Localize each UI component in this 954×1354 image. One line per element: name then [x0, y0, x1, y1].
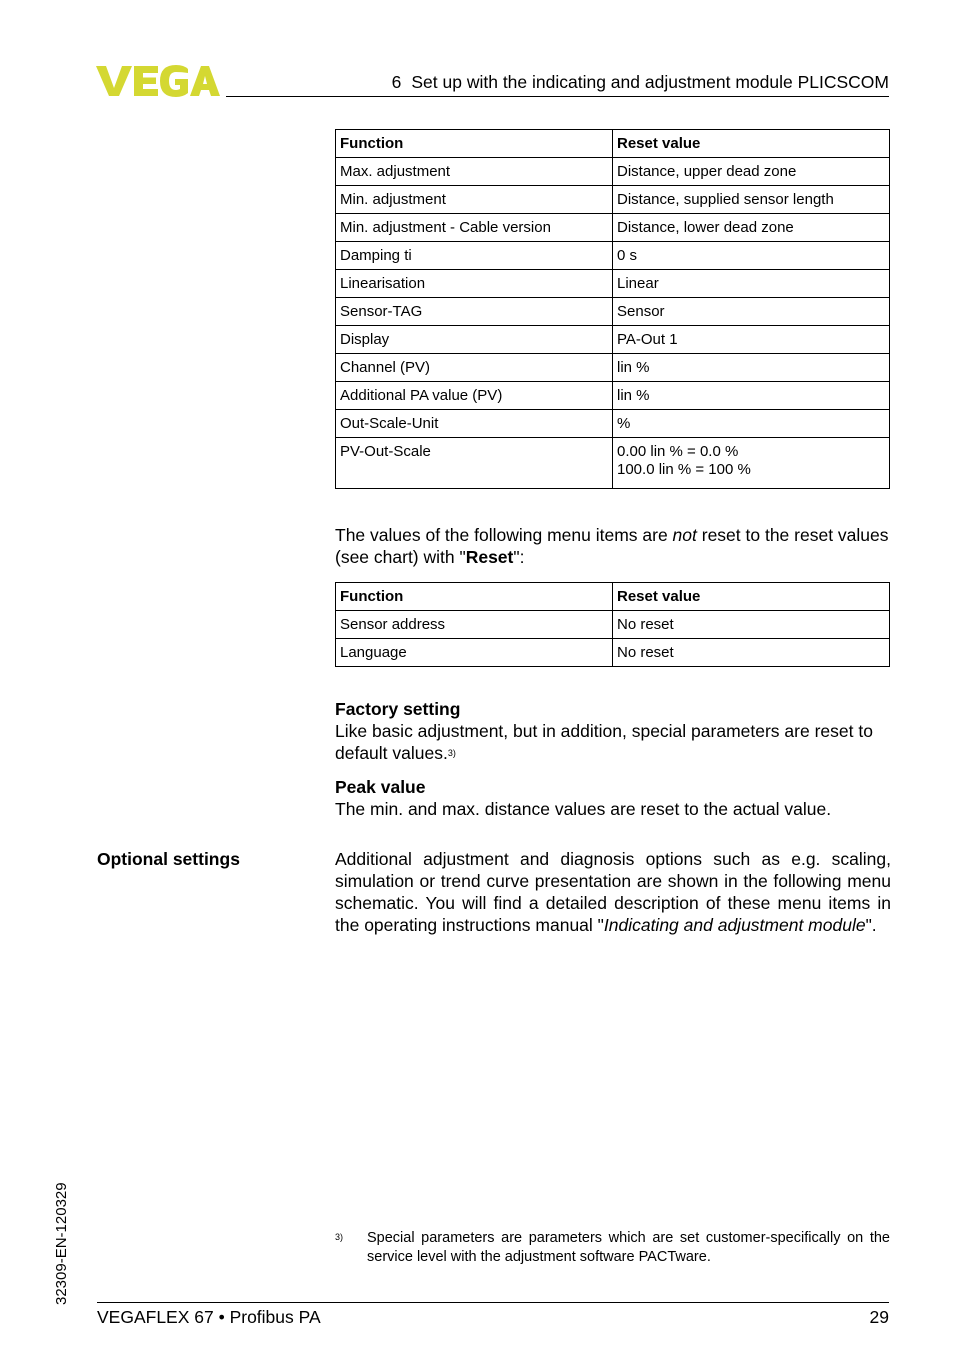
- reset-value-line: 100.0 lin % = 100 %: [617, 461, 751, 478]
- reset-value-cell: Distance, lower dead zone: [613, 214, 890, 242]
- reset-value-cell: Sensor: [613, 298, 890, 326]
- table-row: [336, 158, 890, 186]
- optional-text: ".: [865, 915, 877, 935]
- table-row: [336, 354, 890, 382]
- column-header-reset-value: Reset value: [613, 583, 890, 611]
- function-cell: Out-Scale-Unit: [336, 410, 613, 438]
- table-row: [336, 242, 890, 270]
- table-row: [336, 186, 890, 214]
- page-number: 29: [869, 1307, 889, 1327]
- reset-value-cell: Linear: [613, 270, 890, 298]
- factory-setting-section: [335, 698, 891, 764]
- factory-setting-heading: Factory setting: [335, 699, 461, 719]
- function-cell: Additional PA value (PV): [336, 382, 613, 410]
- reset-value-cell: No reset: [613, 611, 890, 639]
- chapter-title: Set up with the indicating and adjustment module PLICSCOM: [411, 72, 889, 92]
- column-header-function: Function: [336, 130, 613, 158]
- function-cell: Min. adjustment - Cable version: [336, 214, 613, 242]
- intro-text: reset to the reset values (see chart) with ": [335, 525, 889, 567]
- optional-settings-heading: Optional settings: [97, 849, 240, 869]
- reset-value-cell: lin %: [613, 354, 890, 382]
- table-row: [336, 214, 890, 242]
- reset-values-table: [335, 129, 890, 489]
- footnote-marker: 3): [335, 1232, 344, 1242]
- function-cell: Min. adjustment: [336, 186, 613, 214]
- optional-text: Additional adjustment and diagnosis options such as e.g. scaling, simulation or trend curve presentation are shown in the following menu schematic. You will find a detailed description of these menu items in the operating instructions manual ": [335, 849, 891, 935]
- not-reset-intro: [335, 524, 891, 568]
- reset-value-cell: No reset: [613, 639, 890, 667]
- column-header-reset-value: Reset value: [613, 130, 890, 158]
- footnote-text: Special parameters are parameters which are set customer-specifically on the service level with the adjustment software PACTware.: [367, 1230, 890, 1265]
- document-number: 32309-EN-120329: [53, 1182, 70, 1305]
- table-row: [336, 438, 890, 489]
- function-cell: PV-Out-Scale: [336, 438, 613, 489]
- function-cell: Language: [336, 639, 613, 667]
- chapter-header: [226, 70, 889, 97]
- function-cell: Linearisation: [336, 270, 613, 298]
- intro-text: The values of the following menu items are: [335, 525, 673, 545]
- function-cell: Max. adjustment: [336, 158, 613, 186]
- reset-value-cell: lin %: [613, 382, 890, 410]
- peak-value-section: [335, 776, 891, 820]
- manual-title: Indicating and adjustment module: [603, 915, 866, 935]
- intro-text: ":: [513, 547, 525, 567]
- function-cell: Channel (PV): [336, 354, 613, 382]
- intro-emphasis: not: [672, 525, 697, 545]
- factory-setting-text: Like basic adjustment, but in addition, special parameters are reset to default values.: [335, 721, 873, 763]
- table-row: [336, 639, 890, 667]
- no-reset-table: [335, 582, 890, 667]
- chapter-number: 6: [391, 72, 402, 92]
- reset-value-line: 0.00 lin % = 0.0 %: [617, 443, 739, 460]
- table-header-row: [336, 130, 890, 158]
- intro-reset-keyword: Reset: [465, 547, 514, 567]
- footer-divider: [97, 1302, 889, 1303]
- reset-value-cell: [613, 438, 890, 489]
- table-row: [336, 382, 890, 410]
- vega-logo: [96, 64, 220, 98]
- table-header-row: [336, 583, 890, 611]
- reset-value-cell: PA-Out 1: [613, 326, 890, 354]
- optional-settings-text: [335, 848, 891, 936]
- table-row: [336, 410, 890, 438]
- reset-value-cell: 0 s: [613, 242, 890, 270]
- reset-value-cell: Distance, upper dead zone: [613, 158, 890, 186]
- reset-value-cell: %: [613, 410, 890, 438]
- function-cell: Damping ti: [336, 242, 613, 270]
- function-cell: Display: [336, 326, 613, 354]
- function-cell: Sensor address: [336, 611, 613, 639]
- peak-value-heading: Peak value: [335, 777, 426, 797]
- footer-product: VEGAFLEX 67 • Profibus PA: [97, 1307, 321, 1327]
- table-row: [336, 326, 890, 354]
- table-row: [336, 298, 890, 326]
- table-row: [336, 611, 890, 639]
- footnote-reference: 3): [447, 748, 456, 758]
- table-row: [336, 270, 890, 298]
- function-cell: Sensor-TAG: [336, 298, 613, 326]
- peak-value-text: The min. and max. distance values are reset to the actual value.: [335, 799, 832, 819]
- reset-value-cell: Distance, supplied sensor length: [613, 186, 890, 214]
- column-header-function: Function: [336, 583, 613, 611]
